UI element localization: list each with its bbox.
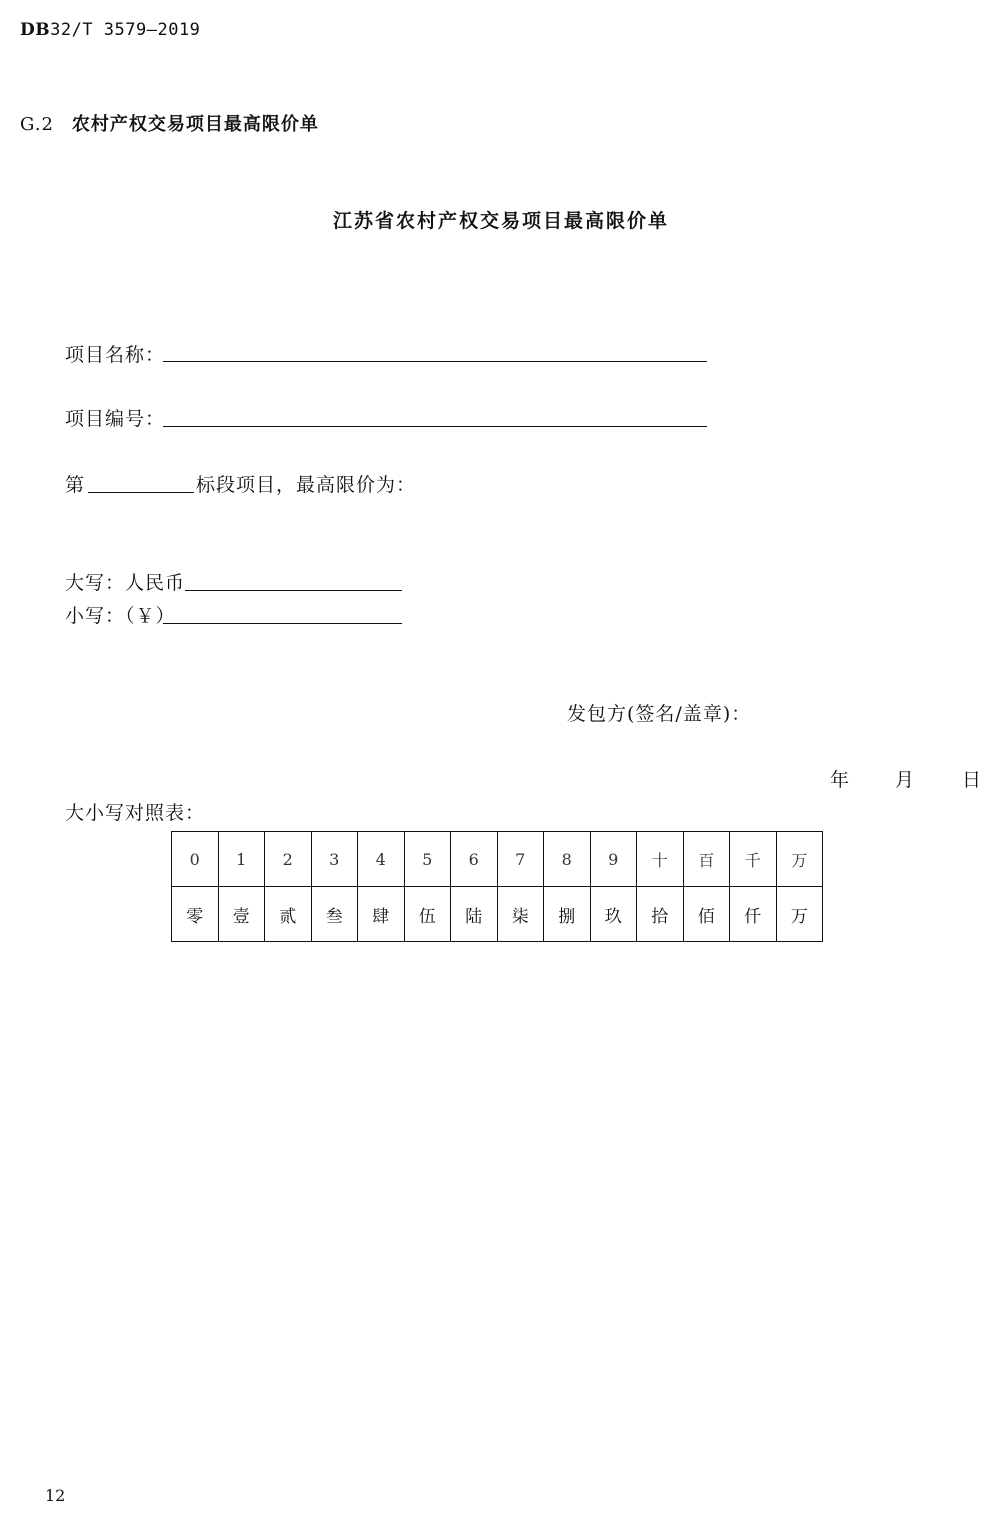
uppercase-row	[172, 887, 823, 942]
date-day: 日	[962, 769, 983, 791]
digit-cell: 8	[544, 832, 591, 887]
lot-suffix: 标段项目，最高限价为：	[196, 474, 417, 496]
uppercase-cell: 叁	[311, 887, 358, 942]
digit-cell: 万	[776, 832, 823, 887]
project-number-label: 项目编号：	[65, 408, 166, 430]
form-title: 江苏省农村产权交易项目最高限价单	[332, 210, 669, 232]
lowercase-amount-label: 小写：（￥）	[65, 605, 176, 627]
uppercase-cell: 陆	[451, 887, 498, 942]
digit-cell: 千	[730, 832, 777, 887]
digit-cell: 6	[451, 832, 498, 887]
lowercase-amount-line[interactable]	[163, 623, 402, 624]
digit-cell: 9	[590, 832, 637, 887]
digit-cell: 十	[637, 832, 684, 887]
digit-cell: 百	[683, 832, 730, 887]
digit-row	[172, 832, 823, 887]
uppercase-cell: 万	[776, 887, 823, 942]
section-number: G.2	[20, 114, 54, 135]
section-title: 农村产权交易项目最高限价单	[71, 114, 319, 135]
standard-code: DB32/T 3579—2019	[20, 20, 201, 40]
project-name-label: 项目名称：	[65, 344, 166, 366]
digit-cell: 2	[265, 832, 312, 887]
date-year: 年	[830, 769, 851, 791]
project-number-line[interactable]	[163, 426, 707, 427]
uppercase-cell: 肆	[358, 887, 405, 942]
date-month: 月	[895, 769, 916, 791]
page-number: 12	[45, 1486, 66, 1505]
lookup-table-title: 大小写对照表：	[65, 802, 206, 824]
uppercase-cell: 捌	[544, 887, 591, 942]
uppercase-cell: 仟	[730, 887, 777, 942]
digit-cell: 5	[404, 832, 451, 887]
issuer-signature-label: 发包方(签名/盖章)：	[567, 703, 752, 725]
uppercase-cell: 佰	[683, 887, 730, 942]
digit-cell: 1	[218, 832, 265, 887]
digit-cell: 4	[358, 832, 405, 887]
digit-cell: 7	[497, 832, 544, 887]
project-name-line[interactable]	[163, 361, 707, 362]
uppercase-cell: 拾	[637, 887, 684, 942]
uppercase-amount-label: 大写：人民币	[65, 572, 186, 594]
lot-number-line[interactable]	[88, 492, 194, 493]
uppercase-cell: 贰	[265, 887, 312, 942]
digit-cell: 3	[311, 832, 358, 887]
uppercase-amount-line[interactable]	[185, 590, 402, 591]
number-lookup-table	[171, 831, 823, 942]
uppercase-cell: 零	[172, 887, 219, 942]
uppercase-cell: 伍	[404, 887, 451, 942]
uppercase-cell: 壹	[218, 887, 265, 942]
section-heading	[20, 110, 319, 136]
lot-prefix: 第	[65, 474, 86, 496]
digit-cell: 0	[172, 832, 219, 887]
uppercase-cell: 柒	[497, 887, 544, 942]
uppercase-cell: 玖	[590, 887, 637, 942]
